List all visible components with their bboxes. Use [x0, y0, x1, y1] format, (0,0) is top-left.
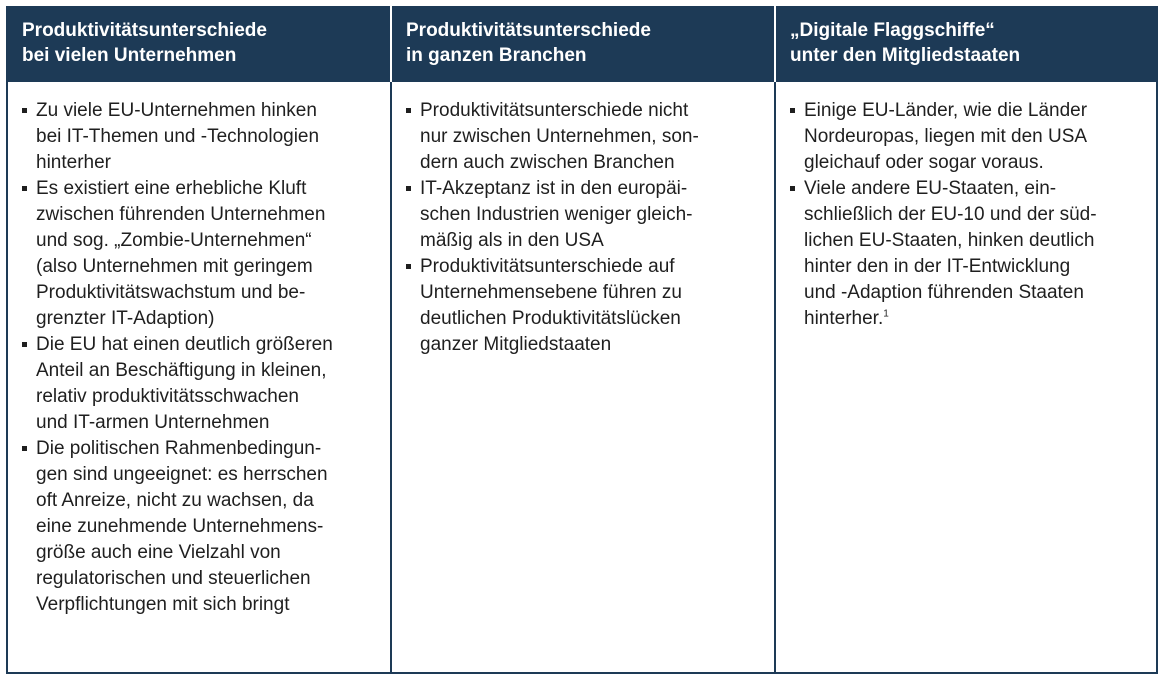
text-line: und sog. „Zombie-Unternehmen“	[36, 230, 312, 251]
text-line: Nordeuropas, liegen mit den USA	[804, 126, 1088, 147]
text-line: schließlich der EU-10 und der süd-	[804, 204, 1097, 225]
header-line: in ganzen Branchen	[406, 45, 587, 66]
text-line: größe auch eine Vielzahl von	[36, 542, 281, 563]
column-industries-body	[390, 82, 774, 672]
header-line: „Digitale Flaggschiffe“	[790, 20, 995, 41]
column-companies-body	[8, 82, 390, 672]
text-line: und IT-armen Unternehmen	[36, 412, 270, 433]
list-item	[404, 254, 764, 358]
text-line: (also Unternehmen mit geringem	[36, 256, 313, 277]
text-line: relativ produktivitätsschwachen	[36, 386, 299, 407]
text-line: lichen EU-Staaten, hinken deutlich	[804, 230, 1095, 251]
text-line: IT-Akzeptanz ist in den europäi-	[420, 178, 688, 199]
list-item	[20, 436, 380, 618]
header-line: unter den Mitgliedstaaten	[790, 45, 1021, 66]
text-line: Produktivitätsunterschiede nicht	[420, 100, 689, 121]
text-line: dern auch zwischen Branchen	[420, 152, 675, 173]
text-line: gleichauf oder sogar voraus.	[804, 152, 1044, 173]
header-digital-flagships	[774, 6, 1158, 82]
text-line: mäßig als in den USA	[420, 230, 604, 251]
text-line: hinterher	[36, 152, 111, 173]
text-line: gen sind ungeeignet: es herrschen	[36, 464, 328, 485]
text-line: oft Anreize, nicht zu wachsen, da	[36, 490, 314, 511]
text-line: zwischen führenden Unternehmen	[36, 204, 326, 225]
footnote-reference: 1	[883, 308, 889, 320]
text-line: Einige EU-Länder, wie die Länder	[804, 100, 1088, 121]
list-item	[788, 98, 1148, 176]
text-line: Zu viele EU-Unternehmen hinken	[36, 100, 317, 121]
text-line: eine zunehmende Unternehmens-	[36, 516, 324, 537]
text-line: ganzer Mitgliedstaaten	[420, 334, 612, 355]
text-line: schen Industrien weniger gleich-	[420, 204, 693, 225]
text-line: Verpflichtungen mit sich bringt	[36, 594, 290, 615]
text-line: Unternehmensebene führen zu	[420, 282, 682, 303]
text-line: Viele andere EU-Staaten, ein-	[804, 178, 1057, 199]
text-line: bei IT-Themen und -Technologien	[36, 126, 320, 147]
text-line: Anteil an Beschäftigung in kleinen,	[36, 360, 327, 381]
text-line: Es existiert eine erhebliche Kluft	[36, 178, 307, 199]
list-item	[404, 176, 764, 254]
text-line: grenzter IT-Adaption)	[36, 308, 215, 329]
header-productivity-companies	[8, 6, 390, 82]
header-productivity-industries	[390, 6, 774, 82]
list-item	[20, 98, 380, 176]
comparison-table	[6, 6, 1158, 674]
column-flagships-body	[774, 82, 1158, 672]
list-item	[20, 332, 380, 436]
text-line: und -Adaption führenden Staaten	[804, 282, 1084, 303]
text-line: Produktivitätsunterschiede auf	[420, 256, 675, 277]
text-line: nur zwischen Unternehmen, son-	[420, 126, 699, 147]
text-line: deutlichen Produktivitätslücken	[420, 308, 681, 329]
list-item	[20, 176, 380, 332]
header-line: bei vielen Unternehmen	[22, 45, 237, 66]
text-line: regulatorischen und steuerlichen	[36, 568, 311, 589]
list-item	[404, 98, 764, 176]
text-line: Die politischen Rahmenbedingun-	[36, 438, 322, 459]
text-fragment: hinterher.	[804, 308, 884, 329]
list-item	[788, 176, 1148, 332]
text-line: Produktivitätswachstum und be-	[36, 282, 306, 303]
text-line: hinter den in der IT-Entwicklung	[804, 256, 1071, 277]
header-line: Produktivitätsunterschiede	[22, 20, 267, 41]
text-line: Die EU hat einen deutlich größeren	[36, 334, 333, 355]
header-line: Produktivitätsunterschiede	[406, 20, 651, 41]
text-line	[804, 306, 1148, 332]
